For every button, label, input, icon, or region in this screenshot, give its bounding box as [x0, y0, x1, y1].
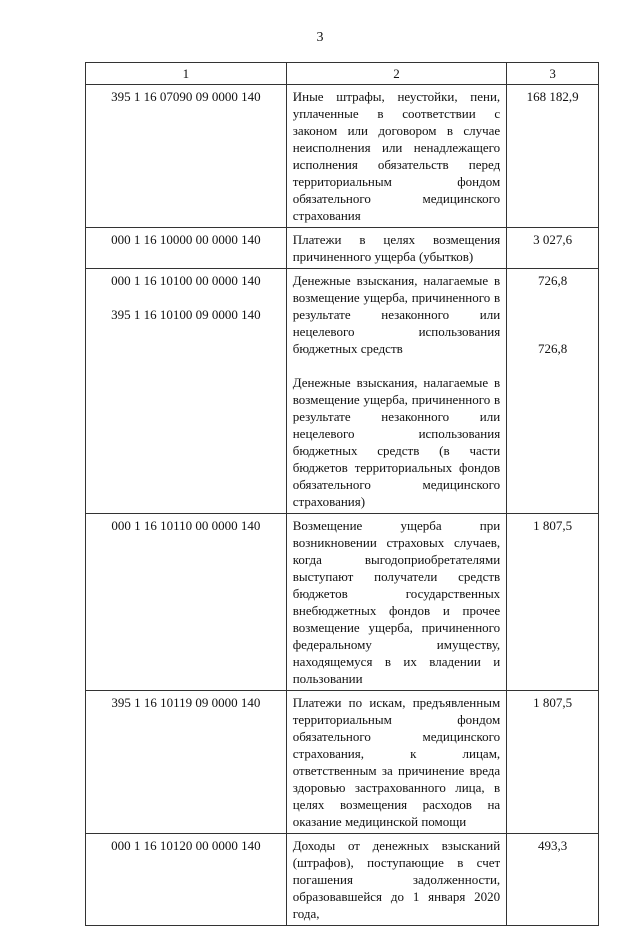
table-header-row	[86, 63, 599, 85]
budget-code: 000 1 16 10000 00 0000 140	[86, 228, 287, 269]
table-row	[86, 228, 599, 269]
amount-sub: 726,8	[537, 341, 568, 356]
table-row	[86, 85, 599, 228]
income-description: Иные штрафы, неустойки, пени, уплаченные в соответствии с законом или договором в случае неисполнения или ненадлежащего исполнения обязательств перед территориальным фондом обязательного медицинского страхования	[286, 85, 506, 228]
income-description: Доходы от денежных взысканий (штрафов), поступающие в счет погашения задолженности, образовавшейся до 1 января 2020 года,	[286, 834, 506, 926]
table-row	[86, 514, 599, 691]
revenue-table	[85, 62, 599, 926]
column-header-1: 1	[86, 63, 287, 85]
column-header-2: 2	[286, 63, 506, 85]
amount: 726,8	[537, 273, 568, 288]
amount: 3 027,6	[507, 228, 599, 269]
budget-code: 000 1 16 10120 00 0000 140	[86, 834, 287, 926]
budget-code: 395 1 16 10119 09 0000 140	[86, 691, 287, 834]
amount: 493,3	[507, 834, 599, 926]
amount: 168 182,9	[507, 85, 599, 228]
income-description: Возмещение ущерба при возникновении страховых случаев, когда выгодоприобретателями выступают получатели средств бюджетов государственных внебюджетных фондов и прочее возмещение ущерба, причиненного федеральному имуществу, находящемуся в их владении и пользовании	[286, 514, 506, 691]
budget-code: 000 1 16 10100 00 0000 140	[111, 273, 261, 288]
income-description: Платежи в целях возмещения причиненного ущерба (убытков)	[286, 228, 506, 269]
income-description: Денежные взыскания, налагаемые в возмещение ущерба, причиненного в результате незаконного или нецелевого использования бюджетных средств	[292, 273, 501, 356]
budget-code-cell	[86, 269, 287, 514]
budget-code: 395 1 16 07090 09 0000 140	[86, 85, 287, 228]
table-row	[86, 269, 599, 514]
amount-cell	[507, 269, 599, 514]
income-description-sub: Денежные взыскания, налагаемые в возмещение ущерба, причиненного в результате незаконного или нецелевого использования бюджетных средств (в части бюджетов территориальных фондов обязательного медицинского страхования)	[292, 375, 501, 509]
table-row	[86, 834, 599, 926]
income-description: Платежи по искам, предъявленным территориальным фондом обязательного медицинского страхования, к лицам, ответственным за причинение вреда здоровью застрахованного лица, в целях возмещения расходов на оказание медицинской помощи	[286, 691, 506, 834]
table-row	[86, 691, 599, 834]
page-number: 3	[316, 30, 324, 45]
amount: 1 807,5	[507, 691, 599, 834]
income-description-cell	[286, 269, 506, 514]
column-header-3: 3	[507, 63, 599, 85]
amount: 1 807,5	[507, 514, 599, 691]
budget-code-sub: 395 1 16 10100 09 0000 140	[111, 307, 261, 322]
budget-code: 000 1 16 10110 00 0000 140	[86, 514, 287, 691]
